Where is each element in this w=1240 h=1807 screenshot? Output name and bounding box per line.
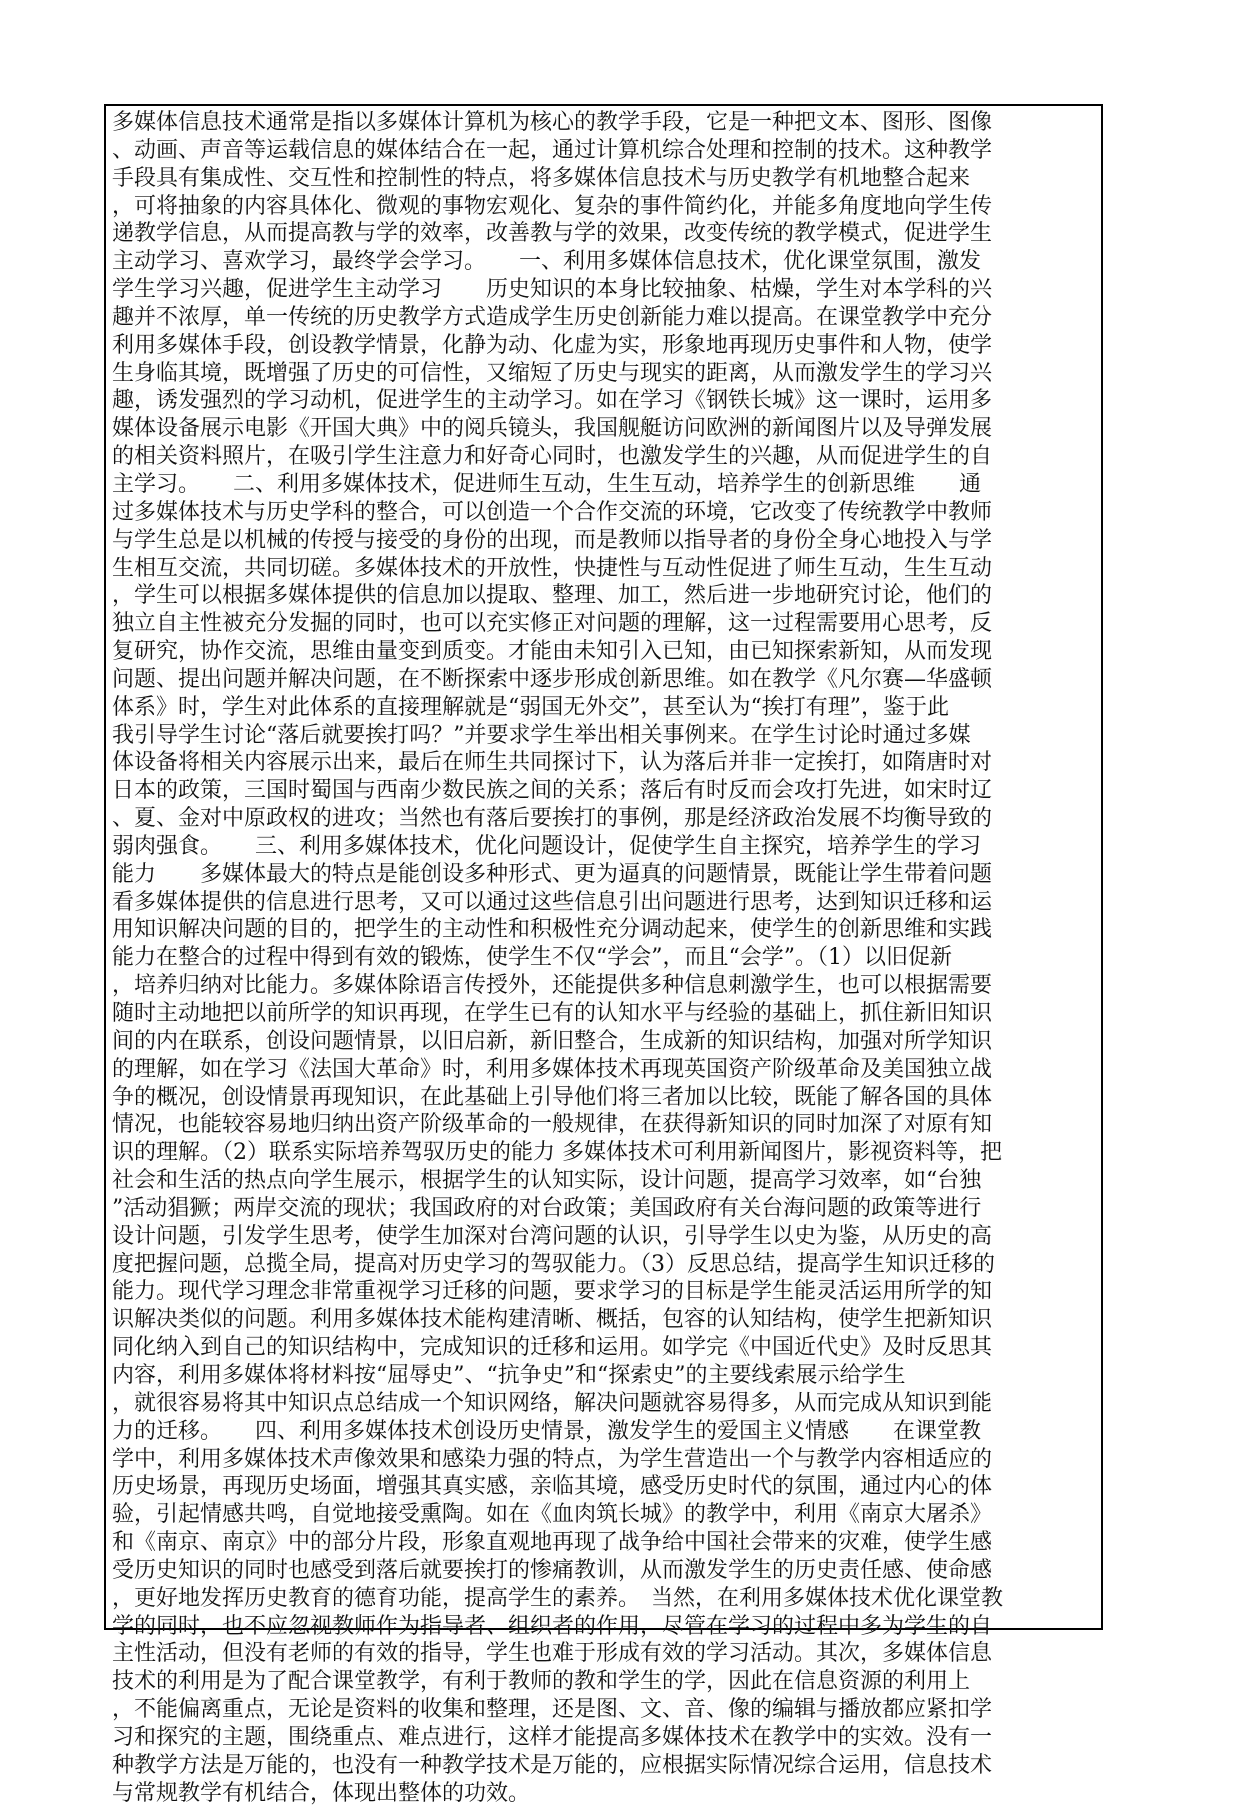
text-line: 与学生总是以机械的传授与接受的身份的出现，而是教师以指导者的身份全身心地投入与学 bbox=[112, 527, 993, 553]
text-line: ，学生可以根据多媒体提供的信息加以提取、整理、加工，然后进一步地研究讨论，他们的 bbox=[112, 583, 993, 609]
text-line: 体设备将相关内容展示出来，最后在师生共同探讨下，认为落后并非一定挨打，如隋唐时对 bbox=[112, 750, 993, 776]
text-line: 随时主动地把以前所学的知识再现，在学生已有的认知水平与经验的基础上，抓住新旧知识 bbox=[112, 1001, 993, 1026]
text-line: 独立自主性被充分发掘的同时，也可以充实修正对问题的理解，这一过程需要用心思考，反 bbox=[112, 611, 993, 637]
text-line: ，更好地发挥历史教育的德育功能，提高学生的素养。 当然，在利用多媒体技术优化课堂教 bbox=[112, 1585, 1004, 1611]
text-line: ，培养归纳对比能力。多媒体除语言传授外，还能提供多种信息刺激学生，也可以根据需要 bbox=[112, 973, 993, 999]
text-line: ”活动猖獗；两岸交流的现状；我国政府的对台政策；美国政府有关台海问题的政策等进行 bbox=[112, 1195, 982, 1221]
text-line: 能力在整合的过程中得到有效的锻炼，使学生不仅“学会”，而且“会学”。（1）以旧促新 bbox=[112, 945, 952, 971]
text-line: 间的内在联系，创设问题情景，以旧启新，新旧整合，生成新的知识结构，加强对所学知识 bbox=[112, 1028, 993, 1054]
text-line: 用知识解决问题的目的，把学生的主动性和积极性充分调动起来，使学生的创新思维和实践 bbox=[112, 917, 993, 943]
text-line: 多媒体信息技术通常是指以多媒体计算机为核心的教学手段，它是一种把文本、图形、图像 bbox=[112, 110, 993, 135]
text-line: 能力。现代学习理念非常重视学习迁移的问题，要求学习的目标是学生能灵活运用所学的知 bbox=[112, 1279, 993, 1305]
text-line: 社会和生活的热点向学生展示，根据学生的认知实际，设计问题，提高学习效率，如“台独 bbox=[112, 1168, 982, 1194]
text-line: 的理解，如在学习《法国大革命》时，利用多媒体技术再现英国资产阶级革命及美国独立战 bbox=[112, 1056, 993, 1082]
text-line: 生身临其境，既增强了历史的可信性，又缩短了历史与现实的距离，从而激发学生的学习兴 bbox=[112, 360, 993, 386]
text-line: 利用多媒体手段，创设教学情景，化静为动、化虚为实，形象地再现历史事件和人物，使学 bbox=[112, 332, 993, 358]
text-line: 同化纳入到自己的知识结构中，完成知识的迁移和运用。如学完《中国近代史》及时反思其 bbox=[112, 1335, 993, 1361]
text-line: 与常规教学有机结合，体现出整体的功效。 bbox=[112, 1780, 531, 1806]
text-line: 能力 多媒体最大的特点是能创设多种形式、更为逼真的问题情景，既能让学生带着问题 bbox=[112, 861, 993, 887]
text-line: 趣，诱发强烈的学习动机，促进学生的主动学习。如在学习《钢铁长城》这一课时，运用多 bbox=[112, 388, 993, 414]
text-line: 学生学习兴趣，促进学生主动学习 历史知识的本身比较抽象、枯燥，学生对本学科的兴 bbox=[112, 277, 993, 303]
text-line: ，就很容易将其中知识点总结成一个知识网络，解决问题就容易得多，从而完成从知识到能 bbox=[112, 1390, 993, 1416]
text-line: 内容，利用多媒体将材料按“屈辱史”、“抗争史”和“探索史”的主要线索展示给学生 bbox=[112, 1362, 906, 1388]
text-line: 看多媒体提供的信息进行思考，又可以通过这些信息引出问题进行思考，达到知识迁移和运 bbox=[112, 889, 993, 915]
text-line: 弱肉强食。 三、利用多媒体技术，优化问题设计，促使学生自主探究，培养学生的学习 bbox=[112, 833, 982, 859]
text-line: 争的概况，创设情景再现知识，在此基础上引导他们将三者加以比较，既能了解各国的具体 bbox=[112, 1084, 993, 1110]
text-line: 体系》时，学生对此体系的直接理解就是“弱国无外交”，甚至认为“挨打有理”，鉴于此 bbox=[112, 694, 949, 720]
text-line: 、动画、声音等运载信息的媒体结合在一起，通过计算机综合处理和控制的技术。这种教学 bbox=[112, 137, 993, 163]
text-line: 学中，利用多媒体技术声像效果和感染力强的特点，为学生营造出一个与教学内容相适应的 bbox=[112, 1446, 993, 1472]
text-line: 受历史知识的同时也感受到落后就要挨打的惨痛教训，从而激发学生的历史责任感、使命感 bbox=[112, 1557, 993, 1583]
text-line: 主动学习、喜欢学习，最终学会学习。 一、利用多媒体信息技术，优化课堂氛围，激发 bbox=[112, 249, 982, 275]
text-line: 识的理解。（2）联系实际培养驾驭历史的能力 多媒体技术可利用新闻图片，影视资料等，把 bbox=[112, 1140, 1002, 1166]
text-line: 我引导学生讨论“落后就要挨打吗？”并要求学生举出相关事例来。在学生讨论时通过多媒 bbox=[112, 722, 971, 748]
text-line: 历史场景，再现历史场面，增强其真实感，亲临其境，感受历史时代的氛围，通过内心的体 bbox=[112, 1474, 993, 1500]
text-line: 复研究，协作交流，思维由量变到质变。才能由未知引入已知，由已知探索新知，从而发现 bbox=[112, 639, 993, 665]
text-line: 的相关资料照片，在吸引学生注意力和好奇心同时，也激发学生的兴趣，从而促进学生的自 bbox=[112, 444, 993, 470]
text-line: 度把握问题，总揽全局，提高对历史学习的驾驭能力。（3）反思总结，提高学生知识迁移的 bbox=[112, 1251, 996, 1277]
text-line: 习和探究的主题，围绕重点、难点进行，这样才能提高多媒体技术在教学中的实效。没有一 bbox=[112, 1724, 993, 1750]
text-line: 验，引起情感共鸣，自觉地接受熏陶。如在《血肉筑长城》的教学中，利用《南京大屠杀》 bbox=[112, 1502, 993, 1528]
text-line: 识解决类似的问题。利用多媒体技术能构建清晰、概括，包容的认知结构，使学生把新知识 bbox=[112, 1307, 993, 1333]
text-line: 主学习。 二、利用多媒体技术，促进师生互动，生生互动，培养学生的创新思维 通 bbox=[112, 471, 982, 497]
text-line: 日本的政策，三国时蜀国与西南少数民族之间的关系；落后有时反而会攻打先进，如宋时辽 bbox=[112, 778, 993, 804]
text-line: 递教学信息，从而提高教与学的效率，改善教与学的效果，改变传统的教学模式，促进学生 bbox=[112, 221, 993, 247]
document-frame bbox=[104, 104, 1103, 1806]
text-line: 手段具有集成性、交互性和控制性的特点，将多媒体信息技术与历史教学有机地整合起来 bbox=[112, 165, 971, 191]
text-line: 媒体设备展示电影《开国大典》中的阅兵镜头，我国舰艇访问欧洲的新闻图片以及导弹发展 bbox=[112, 416, 993, 442]
text-line: 主性活动，但没有老师的有效的指导，学生也难于形成有效的学习活动。其次，多媒体信息 bbox=[112, 1641, 993, 1667]
text-line: 和《南京、南京》中的部分片段，形象直观地再现了战争给中国社会带来的灾难，使学生感 bbox=[112, 1530, 993, 1556]
text-line: 力的迁移。 四、利用多媒体技术创设历史情景，激发学生的爱国主义情感 在课堂教 bbox=[112, 1418, 982, 1444]
text-line: 、夏、金对中原政权的进攻；当然也有落后要挨打的事例，那是经济政治发展不均衡导致的 bbox=[112, 806, 993, 832]
text-line: 生相互交流，共同切磋。多媒体技术的开放性，快捷性与互动性促进了师生互动，生生互动 bbox=[112, 555, 993, 581]
text-line: 趣并不浓厚，单一传统的历史教学方式造成学生历史创新能力难以提高。在课堂教学中充分 bbox=[112, 304, 993, 330]
text-line: ，不能偏离重点，无论是资料的收集和整理，还是图、文、音、像的编辑与播放都应紧扣学 bbox=[112, 1697, 993, 1723]
text-line: 种教学方法是万能的，也没有一种教学技术是万能的，应根据实际情况综合运用，信息技术 bbox=[112, 1752, 993, 1778]
text-line: 设计问题，引发学生思考，使学生加深对台湾问题的认识，引导学生以史为鉴，从历史的高 bbox=[112, 1223, 993, 1249]
text-line: 情况，也能较容易地归纳出资产阶级革命的一般规律，在获得新知识的同时加深了对原有知 bbox=[112, 1112, 993, 1138]
text-line: 技术的利用是为了配合课堂教学，有利于教师的教和学生的学，因此在信息资源的利用上 bbox=[112, 1669, 971, 1695]
text-line: 问题、提出问题并解决问题，在不断探索中逐步形成创新思维。如在教学《凡尔赛—华盛顿 bbox=[112, 666, 993, 692]
document-body bbox=[112, 109, 1097, 1807]
text-line: 学的同时，也不应忽视教师作为指导者、组织者的作用，尽管在学习的过程中多为学生的自 bbox=[112, 1613, 993, 1639]
text-line: ，可将抽象的内容具体化、微观的事物宏观化、复杂的事件简约化，并能多角度地向学生传 bbox=[112, 193, 993, 219]
text-line: 过多媒体技术与历史学科的整合，可以创造一个合作交流的环境，它改变了传统教学中教师 bbox=[112, 499, 993, 525]
